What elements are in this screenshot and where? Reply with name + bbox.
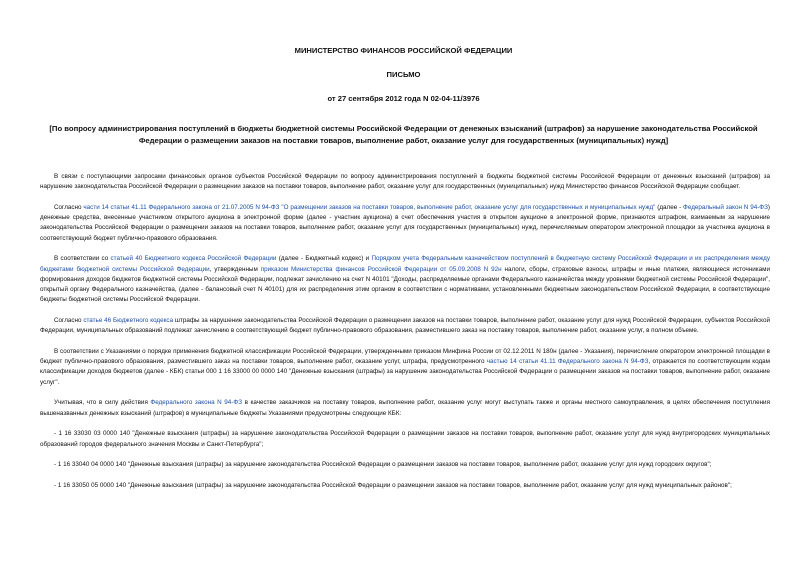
paragraph-text: штрафы за нарушение законодательства Российской Федерации о размещении заказов на поставки товаров, выполнение работ, оказание услуг для нужд Российской Федерации, субъектов Российской Федерации, муниципальных образований подлежат зачислению в соответствующий бюджет публично-правового образования, разместившего заказ на поставку товаров, выполнение работ, оказание услуг, в полном объеме. bbox=[40, 317, 770, 335]
paragraph-text: В соответствии с Указаниями о порядке применения бюджетной классификации Российской Федерации, утвержденными приказом Минфина России от 02.12.2011 N 180н (далее - Указания), перечисление оператором электронной площадки в бюджет публично-правового образования, разместившего заказ на поставки товаров, выполнение работ, оказание услуг, штрафа, предусмотренного bbox=[40, 348, 771, 366]
paragraph-text: Согласно bbox=[54, 317, 84, 325]
document-link[interactable]: Федерального закона N 94-ФЗ bbox=[150, 399, 242, 407]
document-body bbox=[40, 172, 770, 502]
document-link[interactable]: статье 46 Бюджетного кодекса bbox=[83, 317, 174, 325]
paragraph-text: - 1 16 33040 04 0000 140 "Денежные взыскания (штрафы) за нарушение законодательства Российской Федерации о размещении заказов на поставки товаров, выполнение работ, оказание услуг для нужд городских округов"; bbox=[54, 461, 712, 469]
document-type: ПИСЬМО bbox=[386, 70, 421, 79]
body-paragraph bbox=[40, 316, 770, 336]
paragraph-text: Учитывая, что в силу действия bbox=[54, 399, 151, 407]
paragraph-text: (далее - bbox=[655, 204, 684, 211]
document-date-number: от 27 сентября 2012 года N 02-04-11/3976 bbox=[327, 94, 480, 103]
document-title: [По вопросу администрирования поступлений в бюджеты бюджетной системы Российской Федерации от денежных взысканий (штрафов) за нарушение законодательства Российской Федерации о размещении заказов на поставки товаров, выполнение работ, оказание услуг для государственных (муниципальных) нужд] bbox=[49, 124, 758, 145]
paragraph-text: ) денежные средства, внесенные участником открытого аукциона в электронной форме (далее - участник аукциона) в счет обеспечения участия в открытом аукционе в электронной форме, признаются штрафом, взимаемым за нарушение законодательства Российской Федерации о размещении заказов на поставки товаров, выполнение работ, оказание услуг для государственных (муниципальных) нужд, перечисляемым оператором электронной площадки за участника аукциона в соответствующий бюджет публично-правового образования. bbox=[40, 204, 771, 242]
body-paragraph bbox=[40, 460, 770, 470]
body-paragraph bbox=[40, 481, 770, 491]
body-paragraph bbox=[40, 347, 770, 388]
document-link[interactable]: Порядком учета Федеральным казначейством поступлений в бюджетную систему Российской Федерации и их распределения между бюджетами бюджетной системы Российской Федерации bbox=[40, 255, 770, 273]
body-paragraph bbox=[40, 172, 770, 192]
paragraph-text: Согласно bbox=[54, 204, 84, 211]
document-link[interactable]: статьей 40 Бюджетного кодекса Российской Федерации bbox=[110, 255, 277, 263]
ministry-heading: МИНИСТЕРСТВО ФИНАНСОВ РОССИЙСКОЙ ФЕДЕРАЦИИ bbox=[294, 46, 513, 55]
paragraph-text: , утвержденным bbox=[209, 265, 261, 273]
paragraph-text: В связи с поступающими запросами финансовых органов субъектов Российской Федерации по вопросу администрирования поступлений в бюджеты бюджетной системы Российской Федерации от денежных взысканий (штрафов) за нарушение законодательства Российской Федерации о размещении заказов на поставки товаров, выполнение работ, оказание услуг для государственных (муниципальных) нужд Министерство финансов Российской Федерации сообщает. bbox=[40, 173, 770, 191]
document-link[interactable]: частью 14 статьи 41.11 Федерального закона N 94-ФЗ bbox=[486, 358, 649, 366]
document-link[interactable]: Федеральный закон N 94-ФЗ bbox=[683, 204, 768, 211]
paragraph-text: , отражается по соответствующим кодам классификации доходов бюджетов (далее - КБК) статьи 000 1 16 33000 00 0000 140 "Денежные взыскания (штрафы) за нарушение законодательства Российской Федерации о размещении заказов на поставки товаров, выполнение работ, оказание услуг". bbox=[40, 358, 770, 386]
body-paragraph bbox=[40, 203, 770, 244]
paragraph-text: В соответствии со bbox=[54, 255, 111, 263]
document-link[interactable]: приказом Министерства финансов Российской Федерации от 05.09.2008 N 92н bbox=[260, 265, 502, 273]
paragraph-text: налоги, сборы, страховые взносы, штрафы и иные платежи, являющиеся источниками формирования доходов бюджетов бюджетной системы Российской Федерации, подлежат зачислению на счет N 40101 "Доходы, распределяемые органами Федерального казначейства между уровнями бюджетной системы Российской Федерации", открытый органу Федерального казначейства, (далее - балансовый счет N 40101) для их распределения этим органом в соответствии с нормативами, установленными бюджетным законодательством Российской Федерации, в соответствующие бюджеты бюджетной системы Российской Федерации. bbox=[40, 265, 770, 304]
document-link[interactable]: части 14 статьи 41.11 Федерального закона от 21.07.2005 N 94-ФЗ "О размещении заказов на поставки товаров, выполнение работ, оказание услуг для государственных и муниципальных нужд" bbox=[83, 204, 656, 211]
body-paragraph bbox=[40, 398, 770, 418]
paragraph-text: - 1 16 33050 05 0000 140 "Денежные взыскания (штрафы) за нарушение законодательства Российской Федерации о размещении заказов на поставки товаров, выполнение работ, оказание услуг для нужд муниципальных районов"; bbox=[54, 482, 732, 490]
body-paragraph bbox=[40, 429, 770, 449]
paragraph-text: в качестве заказчиков на поставку товаров, выполнение работ, оказание услуг могут выступать также и органы местного самоуправления, в целях обеспечения поступления вышеназванных денежных взысканий (штрафов) в муниципальные бюджеты Указаниями предусмотрены следующие КБК: bbox=[40, 399, 770, 417]
paragraph-text: (далее - Бюджетный кодекс) и bbox=[276, 255, 372, 263]
body-paragraph bbox=[40, 254, 770, 305]
paragraph-text: - 1 16 33030 03 0000 140 "Денежные взыскания (штрафы) за нарушение законодательства Российской Федерации о размещении заказов на поставки товаров, выполнение работ, оказание услуг для нужд внутригородских муниципальных образований городов федерального значения Москвы и Санкт-Петербурга"; bbox=[40, 430, 770, 448]
